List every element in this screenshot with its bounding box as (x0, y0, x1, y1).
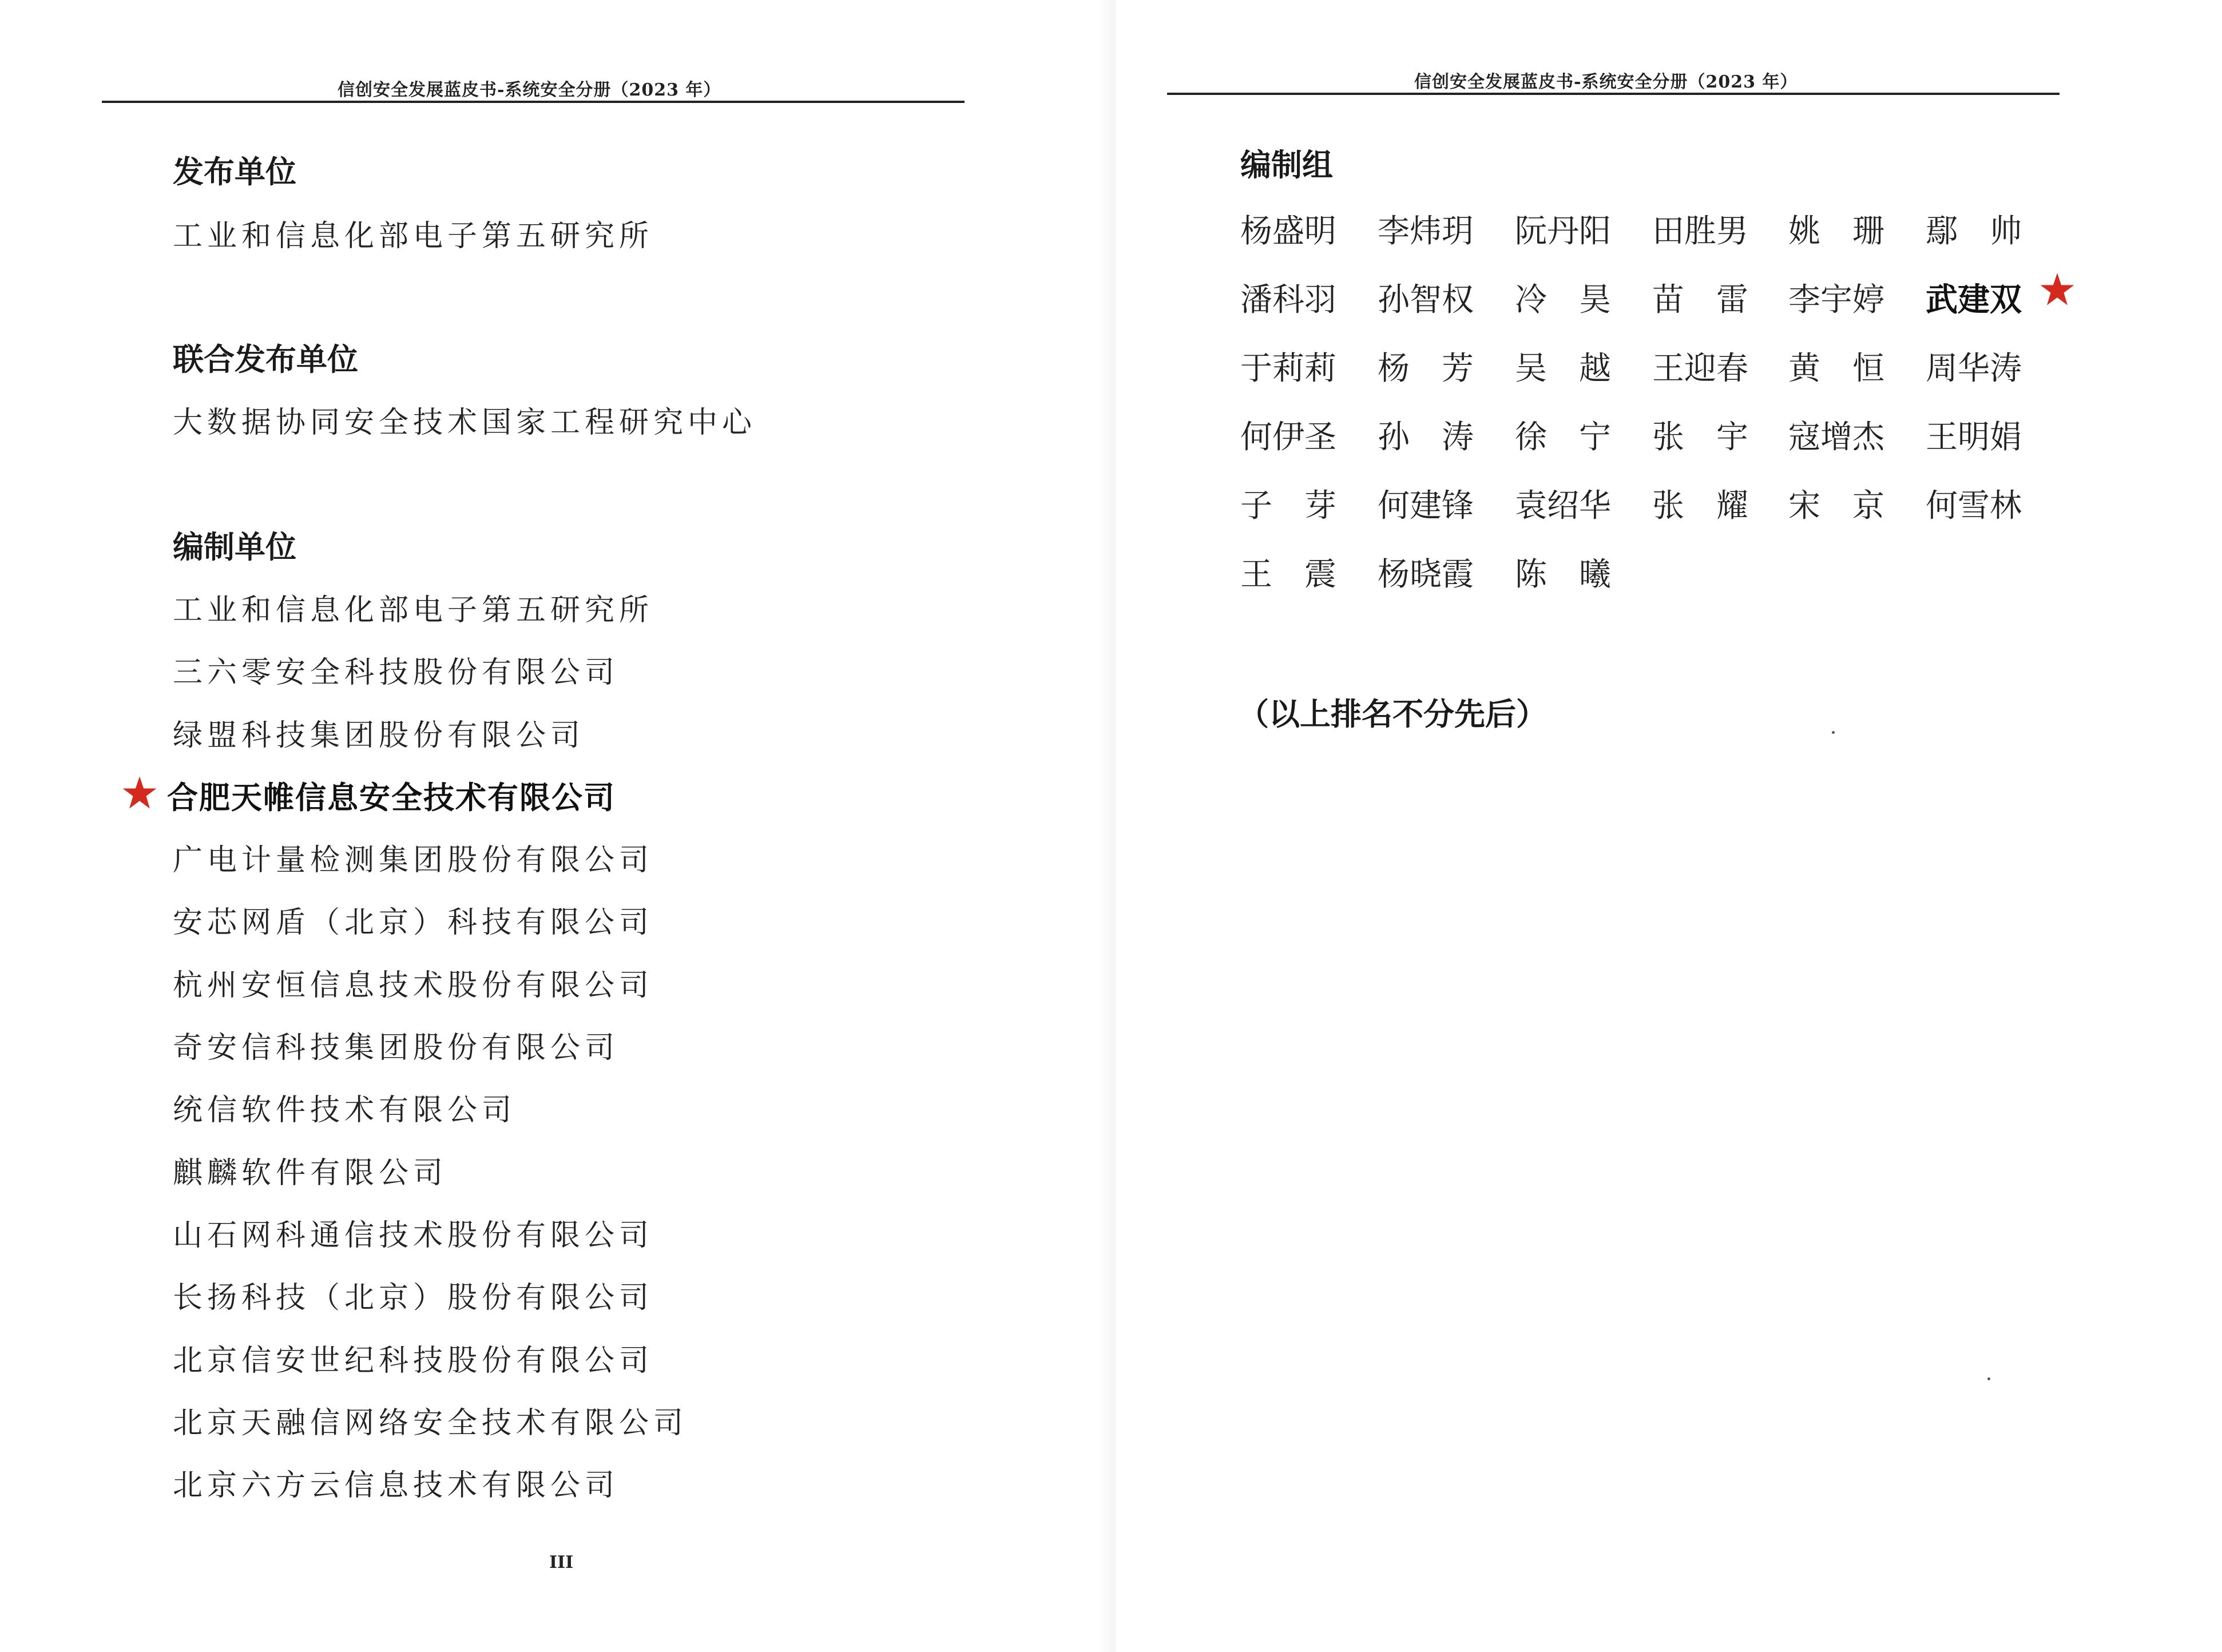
team-member-name: 寇增杰 (1788, 419, 1884, 456)
team-name-grid (1240, 206, 2098, 618)
team-member-name: 何雪林 (1926, 487, 2022, 525)
compiler-org: 杭州安恒信息技术股份有限公司 (173, 968, 654, 1003)
co-publisher-title: 联合发布单位 (173, 341, 358, 378)
header-rule (102, 101, 965, 103)
team-name-row (1240, 343, 2098, 412)
compiler-org: 北京信安世纪科技股份有限公司 (173, 1344, 654, 1378)
team-member-name: 田胜男 (1652, 213, 1748, 250)
team-member-name: 张 耀 (1652, 487, 1748, 525)
team-member-name: 吴 越 (1515, 350, 1611, 387)
team-member-name: 杨 芳 (1378, 350, 1474, 387)
team-member-name: 黄 恒 (1788, 350, 1884, 387)
team-member-name: 杨晓霞 (1378, 556, 1474, 593)
team-member-name: 孙智权 (1378, 281, 1474, 319)
compiler-org: 长扬科技（北京）股份有限公司 (173, 1281, 654, 1315)
team-member-name: 于莉莉 (1240, 350, 1336, 387)
team-member-name: 苗 雷 (1652, 281, 1748, 319)
scan-speck (1987, 1377, 1990, 1380)
team-member-name: 子 芽 (1240, 487, 1336, 525)
compiler-org: 三六零安全科技股份有限公司 (173, 656, 620, 690)
compiler-org: 山石网科通信技术股份有限公司 (173, 1218, 654, 1253)
publisher-org: 工业和信息化部电子第五研究所 (173, 219, 654, 253)
team-name-row (1240, 412, 2098, 480)
group-title: 编制组 (1240, 147, 1333, 183)
compiler-org: 统信软件技术有限公司 (173, 1093, 517, 1127)
co-publisher-org: 大数据协同安全技术国家工程研究中心 (173, 406, 757, 440)
team-member-name: 孙 涛 (1378, 419, 1474, 456)
page-number: III (549, 1552, 574, 1572)
compiler-org: 绿盟科技集团股份有限公司 (173, 718, 585, 753)
team-member-name: 李炜玥 (1378, 213, 1474, 250)
compiler-org: 工业和信息化部电子第五研究所 (173, 593, 654, 628)
team-name-row (1240, 206, 2098, 275)
team-member-name: 潘科羽 (1240, 281, 1336, 319)
compiler-org: 麒麟软件有限公司 (173, 1156, 448, 1190)
featured-compiler-org: 合肥天帷信息安全技术有限公司 (167, 780, 616, 816)
compiler-org: 北京天融信网络安全技术有限公司 (173, 1406, 688, 1440)
running-header: 信创安全发展蓝皮书-系统安全分册（2023 年） (1414, 72, 1798, 92)
team-member-name: 何伊圣 (1240, 419, 1336, 456)
team-member-name: 杨盛明 (1240, 213, 1336, 250)
star-icon (2039, 271, 2076, 308)
compiler-org: 奇安信科技集团股份有限公司 (173, 1031, 620, 1065)
header-rule (1167, 93, 2060, 95)
team-member-name: 张 宇 (1652, 419, 1748, 456)
compiler-org: 安芯网盾（北京）科技有限公司 (173, 906, 654, 940)
team-member-name: 王迎春 (1652, 350, 1748, 387)
team-member-name: 陈 曦 (1515, 556, 1611, 593)
team-member-name: 阮丹阳 (1515, 213, 1611, 250)
team-member-name: 宋 京 (1788, 487, 1884, 525)
team-member-name: 徐 宁 (1515, 419, 1611, 456)
team-member-name: 袁绍华 (1515, 487, 1611, 525)
running-header: 信创安全发展蓝皮书-系统安全分册（2023 年） (338, 80, 721, 100)
featured-team-member-name: 武建双 (1926, 281, 2022, 319)
compiler-org: 广电计量检测集团股份有限公司 (173, 843, 654, 877)
team-member-name: 姚 珊 (1788, 213, 1884, 250)
team-member-name: 周华涛 (1926, 350, 2022, 387)
team-member-name: 王明娟 (1926, 419, 2022, 456)
scan-speck (1832, 731, 1835, 734)
team-name-row (1240, 480, 2098, 549)
team-member-name: 李宇婷 (1788, 281, 1884, 319)
compilers-title: 编制单位 (173, 529, 296, 565)
team-member-name: 王 震 (1240, 556, 1336, 593)
team-name-row (1240, 549, 2098, 618)
publisher-title: 发布单位 (173, 154, 296, 190)
ranking-note: （以上排名不分先后） (1238, 696, 1547, 732)
team-member-name: 何建锋 (1378, 487, 1474, 525)
compiler-org: 北京六方云信息技术有限公司 (173, 1468, 620, 1503)
team-member-name: 冷 昊 (1515, 281, 1611, 319)
star-icon (121, 775, 158, 811)
team-name-row (1240, 275, 2098, 343)
team-member-name: 鄢 帅 (1926, 213, 2022, 250)
